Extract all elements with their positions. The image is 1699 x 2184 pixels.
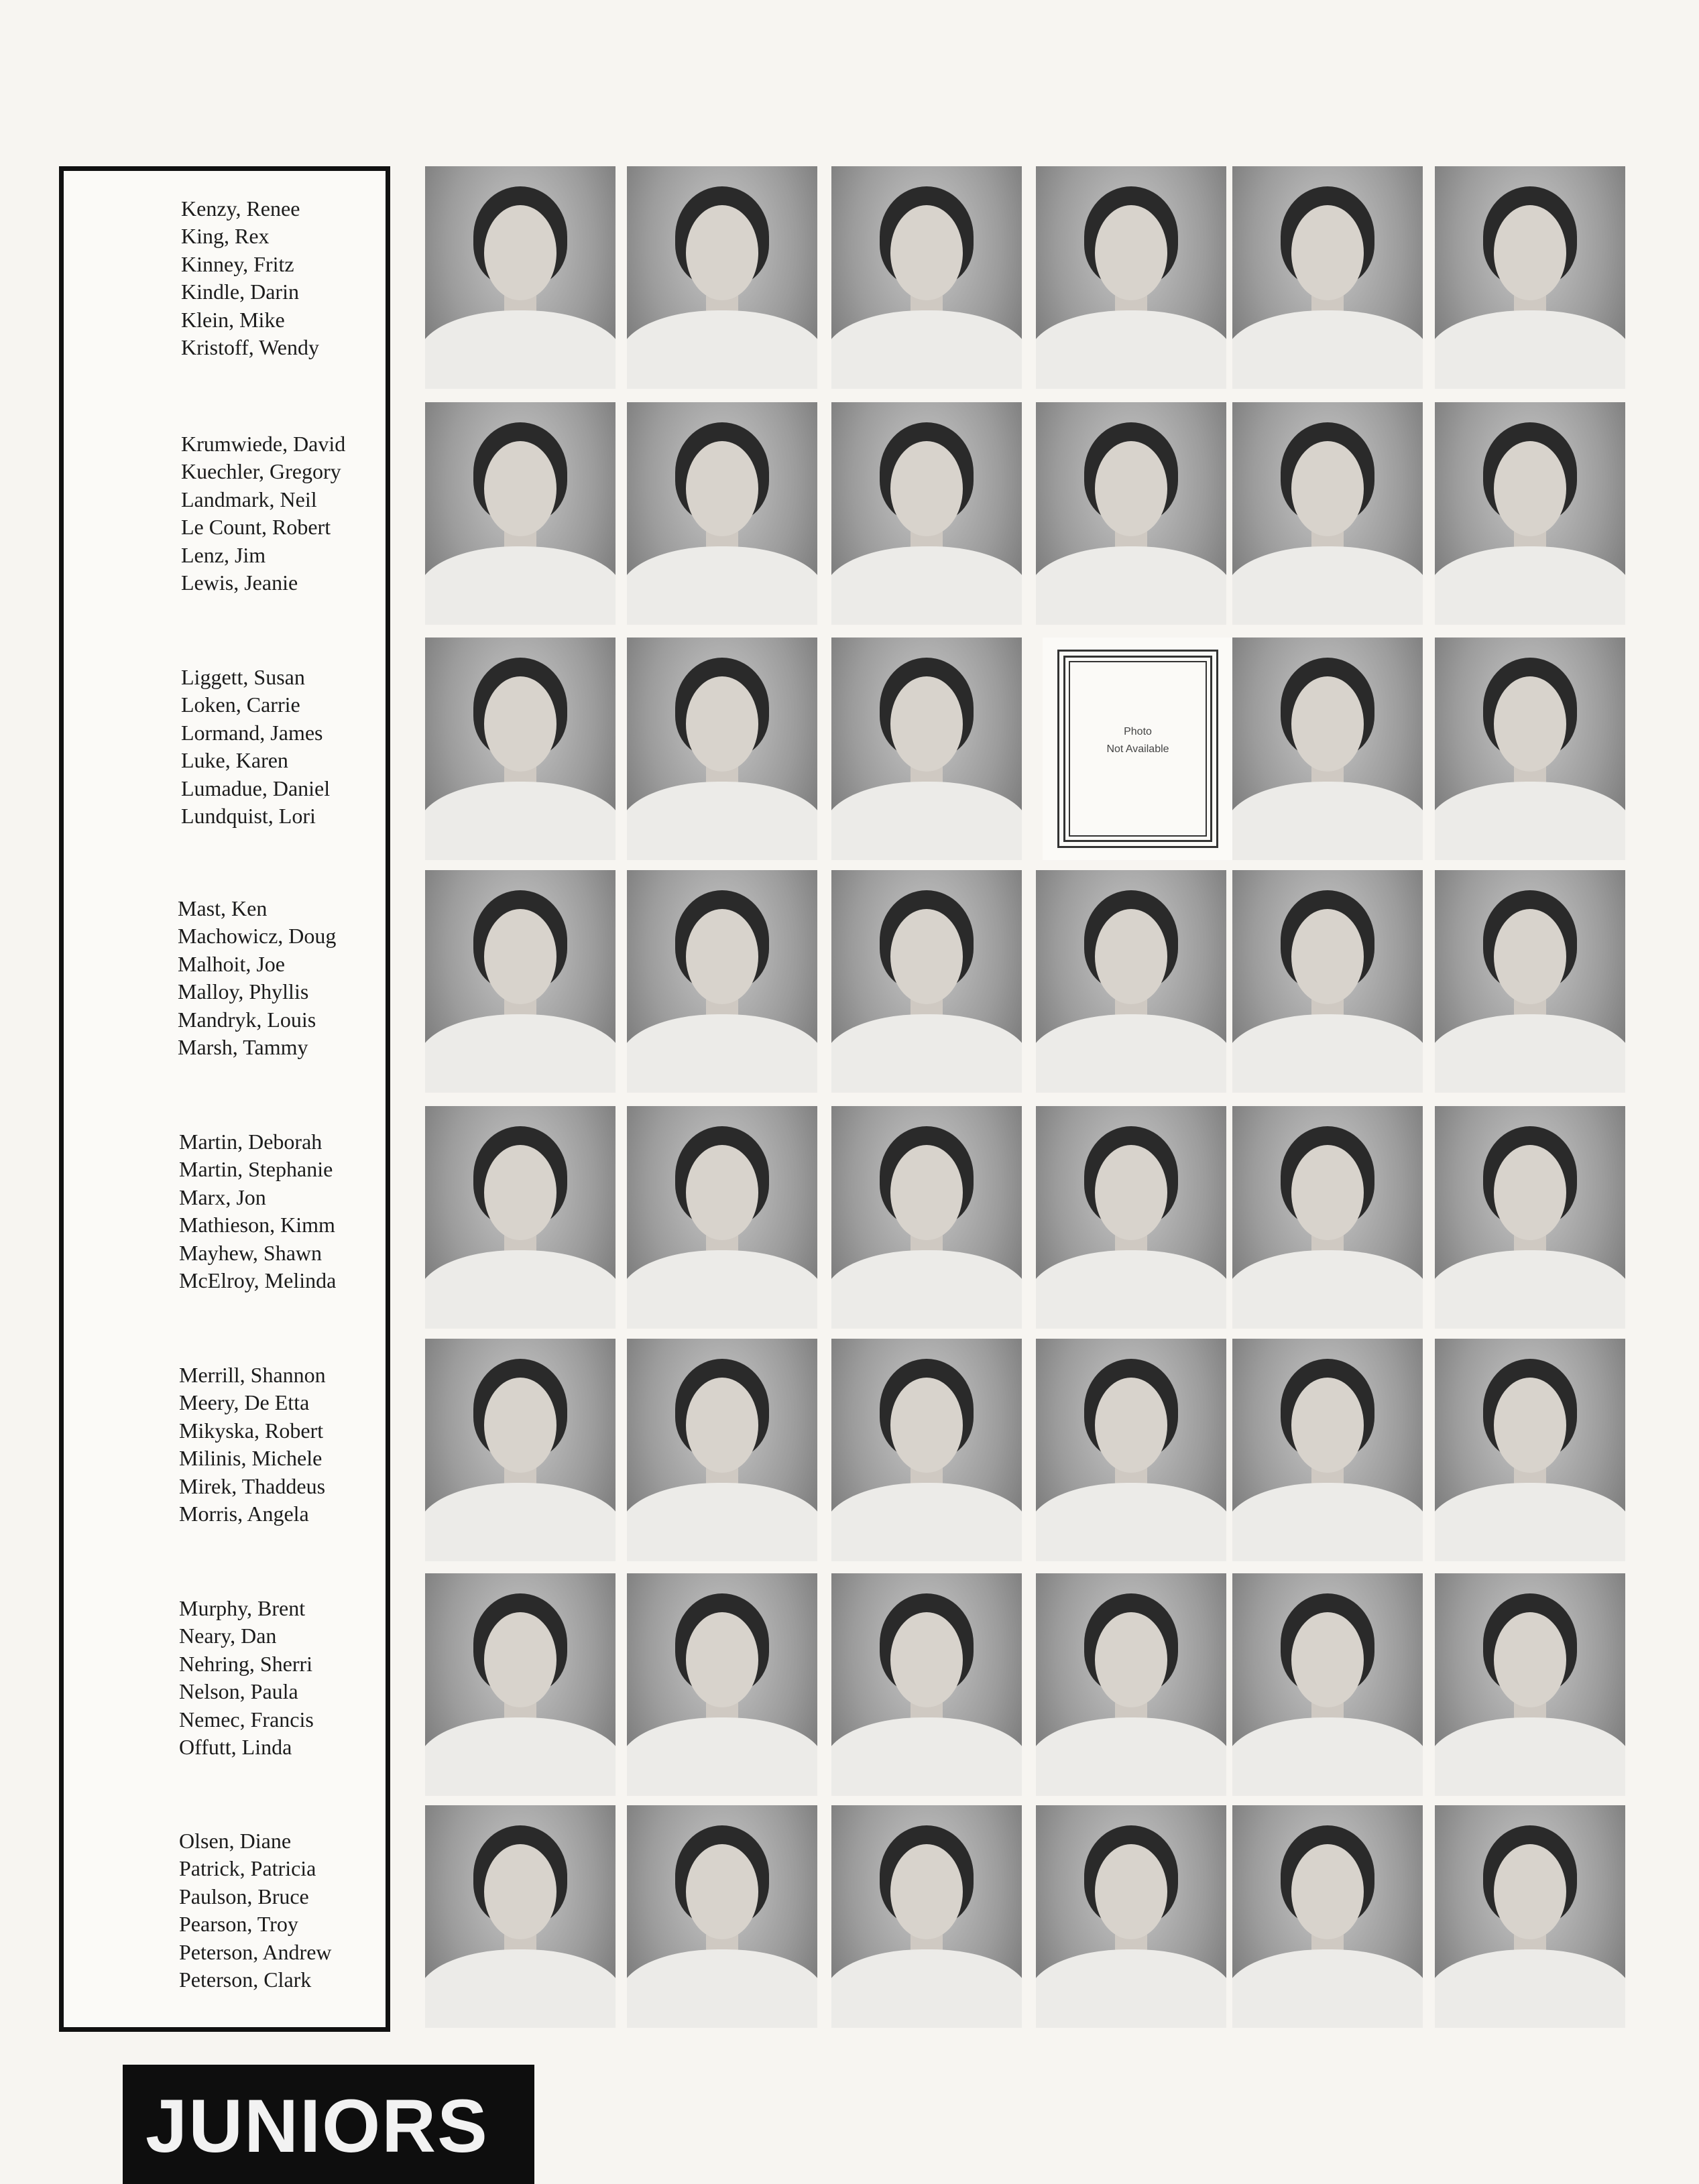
portrait-shoulders bbox=[627, 310, 817, 389]
name-entry: Luke, Karen bbox=[181, 748, 288, 773]
student-portrait bbox=[1435, 638, 1625, 860]
portrait-shoulders bbox=[1435, 782, 1625, 860]
portrait-shoulders bbox=[627, 782, 817, 860]
name-entry: Klein, Mike bbox=[181, 307, 285, 332]
portrait-face bbox=[1291, 909, 1364, 1004]
portrait-face bbox=[686, 676, 758, 772]
portrait-face bbox=[890, 1612, 963, 1707]
student-portrait bbox=[1232, 870, 1423, 1093]
name-entry: Martin, Stephanie bbox=[179, 1157, 333, 1182]
portrait-face bbox=[1494, 909, 1566, 1004]
portrait-shoulders bbox=[1232, 310, 1423, 389]
section-banner-text: JUNIORS bbox=[145, 2084, 489, 2168]
name-entry: Kuechler, Gregory bbox=[181, 459, 341, 484]
portrait-face bbox=[1095, 1378, 1167, 1473]
portrait-face bbox=[484, 205, 556, 300]
portrait-face bbox=[1095, 909, 1167, 1004]
portrait-face bbox=[484, 909, 556, 1004]
name-entry: King, Rex bbox=[181, 224, 270, 249]
name-entry: Lormand, James bbox=[181, 720, 323, 745]
name-entry: Nemec, Francis bbox=[179, 1707, 314, 1732]
portrait-face bbox=[1095, 205, 1167, 300]
portrait-shoulders bbox=[1036, 1483, 1226, 1561]
name-entry: Loken, Carrie bbox=[181, 692, 300, 717]
student-portrait bbox=[1036, 1339, 1226, 1561]
name-entry: Malloy, Phyllis bbox=[178, 979, 309, 1004]
name-entry: Neary, Dan bbox=[179, 1624, 277, 1648]
name-entry: Pearson, Troy bbox=[179, 1912, 298, 1937]
name-entry: Patrick, Patricia bbox=[179, 1856, 316, 1881]
student-portrait bbox=[627, 870, 817, 1093]
portrait-shoulders bbox=[1232, 1014, 1423, 1093]
student-portrait bbox=[627, 1573, 817, 1796]
portrait-shoulders bbox=[831, 1717, 1022, 1796]
portrait-face bbox=[1291, 676, 1364, 772]
name-group-7 bbox=[179, 1595, 380, 1761]
portrait-face bbox=[686, 1844, 758, 1939]
student-portrait bbox=[1435, 1339, 1625, 1561]
portrait-face bbox=[484, 1844, 556, 1939]
portrait-shoulders bbox=[425, 546, 616, 625]
portrait-shoulders bbox=[831, 1250, 1022, 1329]
student-portrait bbox=[831, 166, 1022, 389]
name-entry: Paulson, Bruce bbox=[179, 1884, 309, 1908]
portrait-shoulders bbox=[1232, 782, 1423, 860]
student-portrait bbox=[425, 402, 616, 625]
name-group-1 bbox=[181, 195, 382, 361]
name-entry: Peterson, Andrew bbox=[179, 1939, 332, 1964]
name-entry: Mathieson, Kimm bbox=[179, 1213, 335, 1237]
portrait-shoulders bbox=[1036, 1250, 1226, 1329]
portrait-shoulders bbox=[627, 1250, 817, 1329]
name-group-8 bbox=[179, 1827, 380, 1994]
name-group-2 bbox=[181, 430, 382, 597]
portrait-face bbox=[686, 441, 758, 536]
portrait-shoulders bbox=[1435, 1717, 1625, 1796]
portrait-shoulders bbox=[425, 782, 616, 860]
name-group-3 bbox=[181, 664, 382, 830]
portrait-face bbox=[890, 909, 963, 1004]
portrait-shoulders bbox=[1435, 1483, 1625, 1561]
name-entry: Mikyska, Robert bbox=[179, 1418, 324, 1443]
portrait-face bbox=[1291, 1145, 1364, 1240]
portrait-face bbox=[1291, 205, 1364, 300]
portrait-face bbox=[890, 1378, 963, 1473]
name-entry: Olsen, Diane bbox=[179, 1829, 292, 1853]
portrait-face bbox=[1494, 1378, 1566, 1473]
student-portrait bbox=[425, 1805, 616, 2028]
student-portrait bbox=[1232, 402, 1423, 625]
portrait-shoulders bbox=[425, 1483, 616, 1561]
name-entry: Peterson, Clark bbox=[179, 1967, 312, 1992]
portrait-shoulders bbox=[1435, 546, 1625, 625]
portrait-shoulders bbox=[1435, 310, 1625, 389]
student-portrait bbox=[831, 870, 1022, 1093]
student-portrait bbox=[425, 1106, 616, 1329]
placeholder-line-1: Photo bbox=[1124, 726, 1152, 737]
student-portrait bbox=[425, 870, 616, 1093]
portrait-shoulders bbox=[1036, 546, 1226, 625]
student-portrait bbox=[425, 1573, 616, 1796]
portrait-shoulders bbox=[627, 546, 817, 625]
student-portrait bbox=[1036, 1573, 1226, 1796]
name-entry: Nelson, Paula bbox=[179, 1679, 298, 1704]
portrait-face bbox=[890, 205, 963, 300]
student-portrait bbox=[1435, 166, 1625, 389]
portrait-shoulders bbox=[1232, 1250, 1423, 1329]
student-portrait bbox=[1232, 1573, 1423, 1796]
portrait-face bbox=[1095, 1844, 1167, 1939]
student-portrait bbox=[831, 402, 1022, 625]
portrait-shoulders bbox=[831, 1014, 1022, 1093]
portrait-face bbox=[686, 909, 758, 1004]
student-portrait bbox=[627, 1106, 817, 1329]
portrait-face bbox=[1095, 441, 1167, 536]
portrait-shoulders bbox=[1036, 1949, 1226, 2028]
name-entry: Lenz, Jim bbox=[181, 542, 266, 567]
portrait-shoulders bbox=[1232, 1717, 1423, 1796]
portrait-face bbox=[484, 1612, 556, 1707]
portrait-shoulders bbox=[831, 546, 1022, 625]
student-portrait bbox=[627, 1805, 817, 2028]
portrait-shoulders bbox=[831, 1949, 1022, 2028]
student-portrait bbox=[1435, 1805, 1625, 2028]
photo-not-available-placeholder bbox=[1043, 638, 1233, 860]
student-portrait bbox=[1435, 402, 1625, 625]
name-entry: Mirek, Thaddeus bbox=[179, 1473, 326, 1498]
student-portrait bbox=[1232, 1106, 1423, 1329]
portrait-face bbox=[890, 1844, 963, 1939]
student-portrait bbox=[1036, 870, 1226, 1093]
portrait-face bbox=[484, 1145, 556, 1240]
student-portrait bbox=[425, 638, 616, 860]
student-portrait bbox=[627, 402, 817, 625]
portrait-face bbox=[1494, 441, 1566, 536]
portrait-face bbox=[1494, 1145, 1566, 1240]
student-portrait bbox=[627, 638, 817, 860]
portrait-face bbox=[1291, 1612, 1364, 1707]
portrait-face bbox=[1095, 1612, 1167, 1707]
name-entry: Liggett, Susan bbox=[181, 665, 305, 689]
student-portrait bbox=[831, 1106, 1022, 1329]
portrait-shoulders bbox=[627, 1483, 817, 1561]
student-portrait bbox=[1435, 870, 1625, 1093]
portrait-face bbox=[1494, 676, 1566, 772]
name-entry: Martin, Deborah bbox=[179, 1130, 323, 1154]
student-portrait bbox=[1036, 1106, 1226, 1329]
student-portrait bbox=[1036, 402, 1226, 625]
student-portrait bbox=[831, 1805, 1022, 2028]
student-portrait bbox=[425, 1339, 616, 1561]
name-group-5 bbox=[179, 1128, 380, 1294]
portrait-face bbox=[1291, 1378, 1364, 1473]
name-group-4 bbox=[178, 895, 379, 1061]
name-group-6 bbox=[179, 1361, 380, 1528]
portrait-shoulders bbox=[1232, 1949, 1423, 2028]
portrait-face bbox=[686, 1145, 758, 1240]
student-portrait bbox=[1435, 1106, 1625, 1329]
name-entry: Malhoit, Joe bbox=[178, 951, 285, 976]
name-entry: Mandryk, Louis bbox=[178, 1007, 316, 1032]
portrait-face bbox=[686, 205, 758, 300]
portrait-face bbox=[890, 676, 963, 772]
portrait-face bbox=[890, 441, 963, 536]
portrait-face bbox=[484, 676, 556, 772]
name-entry: Lundquist, Lori bbox=[181, 804, 316, 829]
name-entry: Kenzy, Renee bbox=[181, 196, 300, 221]
name-entry: Krumwiede, David bbox=[181, 432, 346, 456]
portrait-shoulders bbox=[425, 310, 616, 389]
portrait-shoulders bbox=[1036, 1014, 1226, 1093]
portrait-face bbox=[1291, 1844, 1364, 1939]
portrait-face bbox=[686, 1378, 758, 1473]
student-portrait bbox=[1036, 166, 1226, 389]
portrait-face bbox=[1095, 1145, 1167, 1240]
student-portrait bbox=[1435, 1573, 1625, 1796]
portrait-shoulders bbox=[831, 310, 1022, 389]
name-entry: Kristoff, Wendy bbox=[181, 335, 319, 360]
portrait-shoulders bbox=[1232, 1483, 1423, 1561]
name-entry: McElroy, Melinda bbox=[179, 1268, 337, 1293]
portrait-shoulders bbox=[627, 1949, 817, 2028]
student-portrait bbox=[425, 166, 616, 389]
portrait-shoulders bbox=[1232, 546, 1423, 625]
portrait-shoulders bbox=[1435, 1949, 1625, 2028]
name-entry: Lumadue, Daniel bbox=[181, 776, 331, 800]
portrait-face bbox=[484, 441, 556, 536]
portrait-face bbox=[1494, 1844, 1566, 1939]
name-entry: Lewis, Jeanie bbox=[181, 570, 298, 595]
name-entry: Marsh, Tammy bbox=[178, 1035, 308, 1060]
portrait-shoulders bbox=[831, 1483, 1022, 1561]
name-entry: Milinis, Michele bbox=[179, 1446, 323, 1471]
student-portrait bbox=[831, 1573, 1022, 1796]
portrait-shoulders bbox=[831, 782, 1022, 860]
portrait-shoulders bbox=[1435, 1014, 1625, 1093]
placeholder-text bbox=[1043, 723, 1233, 758]
student-portrait bbox=[627, 166, 817, 389]
portrait-face bbox=[1494, 1612, 1566, 1707]
portrait-shoulders bbox=[425, 1014, 616, 1093]
portrait-face bbox=[890, 1145, 963, 1240]
portrait-shoulders bbox=[627, 1717, 817, 1796]
names-list-box bbox=[59, 166, 390, 2032]
portrait-shoulders bbox=[425, 1250, 616, 1329]
portrait-face bbox=[686, 1612, 758, 1707]
name-entry: Meery, De Etta bbox=[179, 1390, 310, 1415]
name-entry: Offutt, Linda bbox=[179, 1735, 292, 1760]
name-entry: Kindle, Darin bbox=[181, 280, 299, 304]
student-portrait bbox=[831, 1339, 1022, 1561]
student-portrait bbox=[1232, 1805, 1423, 2028]
name-entry: Murphy, Brent bbox=[179, 1596, 306, 1620]
portrait-face bbox=[484, 1378, 556, 1473]
student-portrait bbox=[627, 1339, 817, 1561]
name-entry: Merrill, Shannon bbox=[179, 1363, 326, 1387]
student-portrait bbox=[1232, 166, 1423, 389]
portrait-face bbox=[1291, 441, 1364, 536]
portrait-shoulders bbox=[1036, 310, 1226, 389]
portrait-face bbox=[1494, 205, 1566, 300]
section-banner bbox=[123, 2065, 534, 2184]
portrait-shoulders bbox=[425, 1949, 616, 2028]
portrait-shoulders bbox=[1435, 1250, 1625, 1329]
name-entry: Nehring, Sherri bbox=[179, 1651, 313, 1676]
student-portrait bbox=[1232, 1339, 1423, 1561]
placeholder-line-2: Not Available bbox=[1106, 743, 1169, 755]
name-entry: Mayhew, Shawn bbox=[179, 1240, 322, 1265]
student-portrait bbox=[1036, 1805, 1226, 2028]
portrait-shoulders bbox=[425, 1717, 616, 1796]
name-entry: Machowicz, Doug bbox=[178, 924, 337, 949]
name-entry: Mast, Ken bbox=[178, 896, 268, 920]
portrait-shoulders bbox=[1036, 1717, 1226, 1796]
name-entry: Landmark, Neil bbox=[181, 487, 317, 511]
name-entry: Morris, Angela bbox=[179, 1502, 309, 1526]
name-entry: Kinney, Fritz bbox=[181, 251, 294, 276]
portrait-shoulders bbox=[627, 1014, 817, 1093]
student-portrait bbox=[831, 638, 1022, 860]
name-entry: Marx, Jon bbox=[179, 1185, 266, 1209]
student-portrait bbox=[1232, 638, 1423, 860]
name-entry: Le Count, Robert bbox=[181, 515, 331, 540]
